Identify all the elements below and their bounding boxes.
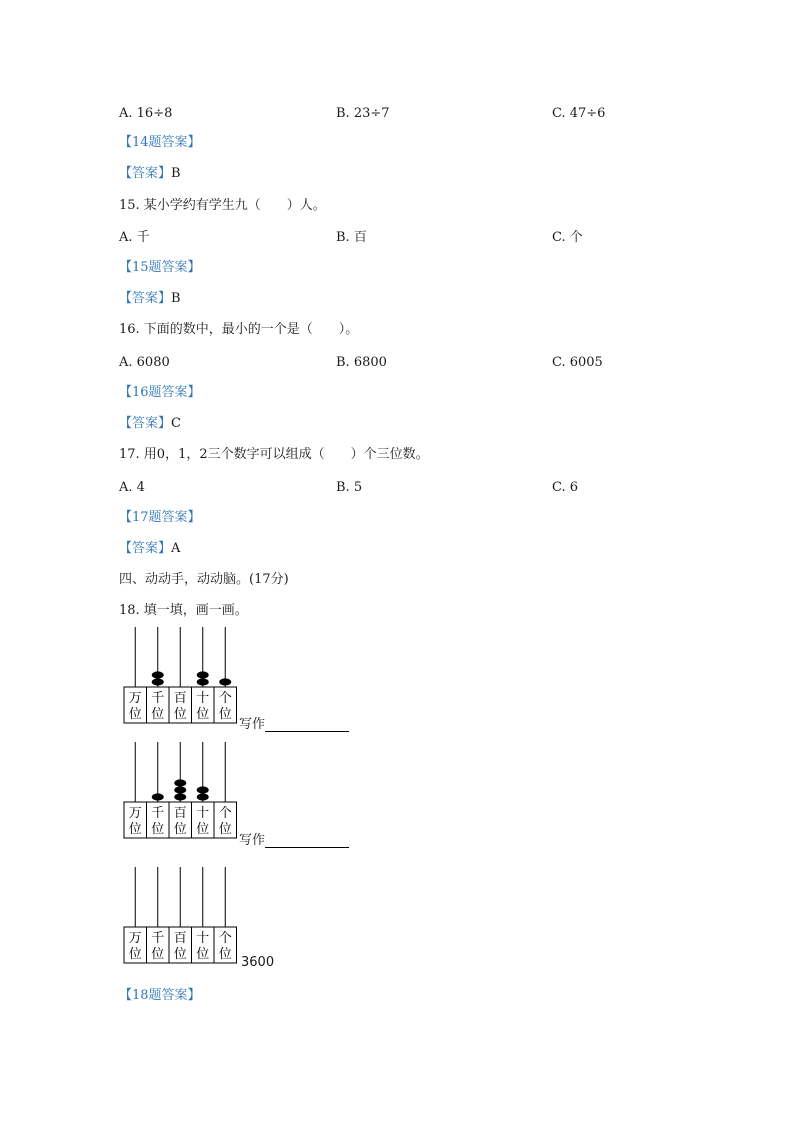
place-value-char: 位 <box>173 822 187 837</box>
abacus-bead <box>197 678 209 685</box>
q16-question: 16. 下面的数中，最小的一个是（ ）。 <box>119 322 359 337</box>
answer-blank[interactable] <box>265 834 349 848</box>
abacus-bead <box>174 786 186 793</box>
abacus-1-write <box>239 713 349 732</box>
abacus-2-drawing <box>119 740 359 840</box>
answer-tag: 【答案】 <box>119 416 172 431</box>
answer-value: A <box>171 541 181 556</box>
q15-answer <box>119 290 181 308</box>
place-value-char: 千 <box>151 931 165 946</box>
abacus-bead <box>152 793 164 800</box>
q15-option-a: A. 千 <box>119 230 150 245</box>
write-label: 写作 <box>239 717 266 732</box>
place-value-char: 万 <box>128 806 142 821</box>
place-value-char: 万 <box>128 931 142 946</box>
q16-answer <box>119 415 181 433</box>
abacus-bead <box>152 678 164 685</box>
abacus-bead <box>219 678 231 685</box>
place-value-char: 位 <box>196 707 210 722</box>
answer-tag: 【答案】 <box>119 291 172 306</box>
q16-answer-link[interactable]: 【16题答案】 <box>119 385 201 400</box>
q14-option-c: C. 47÷6 <box>552 106 606 121</box>
q17-option-c: C. 6 <box>552 480 579 495</box>
place-value-char: 位 <box>218 822 232 837</box>
abacus-2-write <box>239 829 349 848</box>
q17-option-b: B. 5 <box>336 480 363 495</box>
place-value-char: 位 <box>151 707 165 722</box>
q18-question: 18. 填一填，画一画。 <box>119 603 248 618</box>
q17-answer-link[interactable]: 【17题答案】 <box>119 510 201 525</box>
q16-option-b: B. 6800 <box>336 355 387 370</box>
place-value-char: 十 <box>196 931 210 946</box>
place-value-char: 位 <box>196 822 210 837</box>
place-value-char: 个 <box>218 931 232 946</box>
q18-answer-link[interactable]: 【18题答案】 <box>119 988 201 1003</box>
q14-answer <box>119 165 181 183</box>
q14-answer-link[interactable]: 【14题答案】 <box>119 135 201 150</box>
place-value-char: 位 <box>196 947 210 962</box>
q15-option-b: B. 百 <box>336 230 367 245</box>
abacus-bead <box>174 779 186 786</box>
abacus-3-number: 3600 <box>241 955 275 970</box>
q15-option-c: C. 个 <box>552 230 583 245</box>
place-value-char: 位 <box>218 947 232 962</box>
place-value-char: 位 <box>128 947 142 962</box>
abacus-bead <box>197 786 209 793</box>
abacus-1 <box>119 625 359 745</box>
answer-tag: 【答案】 <box>119 166 172 181</box>
q14-option-b: B. 23÷7 <box>336 106 390 121</box>
place-value-char: 十 <box>196 691 210 706</box>
answer-value: B <box>171 291 181 306</box>
section-title: 四、动动手，动动脑。(17分) <box>119 572 289 587</box>
answer-tag: 【答案】 <box>119 541 172 556</box>
place-value-char: 位 <box>173 947 187 962</box>
answer-value: C <box>171 416 181 431</box>
q17-option-a: A. 4 <box>119 480 145 495</box>
abacus-bead <box>152 671 164 678</box>
place-value-char: 位 <box>151 947 165 962</box>
abacus-3 <box>119 865 359 985</box>
place-value-char: 千 <box>151 806 165 821</box>
abacus-2 <box>119 740 359 860</box>
place-value-char: 百 <box>173 691 187 706</box>
place-value-char: 位 <box>218 707 232 722</box>
place-value-char: 万 <box>128 691 142 706</box>
abacus-bead <box>197 793 209 800</box>
write-label: 写作 <box>239 833 266 848</box>
answer-value: B <box>171 166 181 181</box>
place-value-char: 位 <box>128 707 142 722</box>
place-value-char: 千 <box>151 691 165 706</box>
place-value-char: 百 <box>173 931 187 946</box>
q15-answer-link[interactable]: 【15题答案】 <box>119 260 201 275</box>
q16-option-a: A. 6080 <box>119 355 170 370</box>
place-value-char: 位 <box>173 707 187 722</box>
answer-blank[interactable] <box>265 718 349 732</box>
place-value-char: 十 <box>196 806 210 821</box>
place-value-char: 百 <box>173 806 187 821</box>
q17-question: 17. 用0，1，2三个数字可以组成（ ）个三位数。 <box>119 447 429 462</box>
q15-question: 15. 某小学约有学生九（ ）人。 <box>119 198 326 213</box>
place-value-char: 位 <box>151 822 165 837</box>
abacus-3-drawing <box>119 865 359 965</box>
q16-option-c: C. 6005 <box>552 355 603 370</box>
abacus-bead <box>197 671 209 678</box>
abacus-1-drawing <box>119 625 359 725</box>
place-value-char: 个 <box>218 691 232 706</box>
q14-option-a: A. 16÷8 <box>119 106 173 121</box>
abacus-bead <box>174 793 186 800</box>
q17-answer <box>119 540 180 558</box>
place-value-char: 个 <box>218 806 232 821</box>
place-value-char: 位 <box>128 822 142 837</box>
